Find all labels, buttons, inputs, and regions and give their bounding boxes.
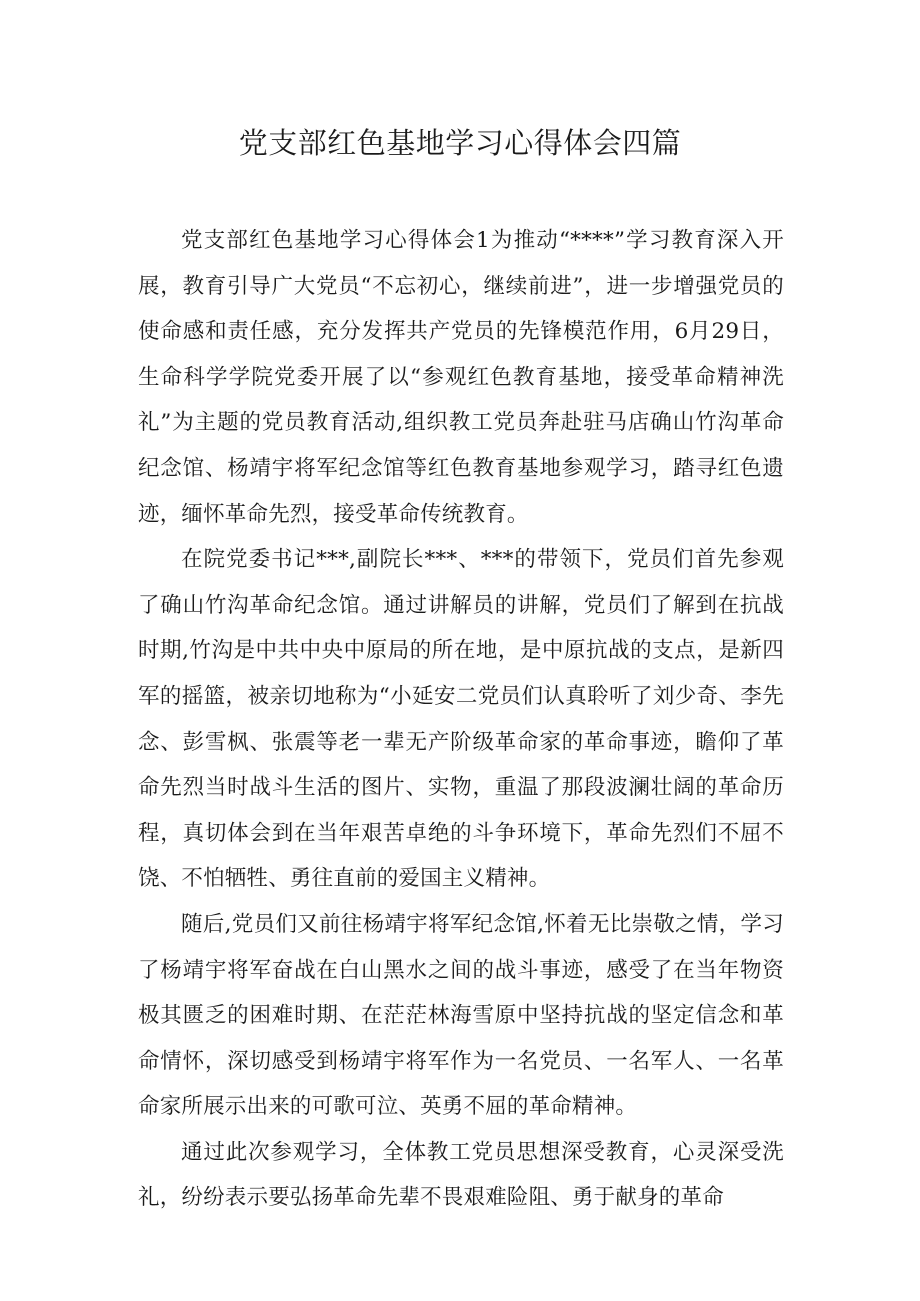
paragraph-2: 在院党委书记***,副院长***、***的带领下，党员们首先参观了确山竹沟革命纪念馆。通过讲解员的讲解，党员们了解到在抗战时期,竹沟是中共中央中原局的所在地，是中原抗战的支点，是新四军的摇篮，被亲切地称为“小延安二党员们认真聆听了刘少奇、李先念、彭雪枫、张震等老一辈无产阶级革命家的革命事迹，瞻仰了革命先烈当时战斗生活的图片、实物，重温了那段波澜壮阔的革命历程，真切体会到在当年艰苦卓绝的斗争环境下，革命先烈们不屈不饶、不怕牺牲、勇往直前的爱国主义精神。 (138, 547, 784, 892)
document-title: 党支部红色基地学习心得体会四篇 (238, 126, 682, 160)
paragraph-4: 通过此次参观学习，全体教工党员思想深受教育，心灵深受洗礼，纷纷表示要弘扬革命先辈不畏艰难险阻、勇于献身的革命 (138, 1139, 784, 1211)
paragraph-1: 党支部红色基地学习心得体会1为推动“****”学习教育深入开展，教育引导广大党员“不忘初心，继续前进”，进一步增强党员的使命感和责任感，充分发挥共产党员的先锋模范作用，6月29日，生命科学学院党委开展了以“参观红色教育基地，接受革命精神洗礼”为主题的党员教育活动,组织教工党员奔赴驻马店确山竹沟革命纪念馆、杨靖宇将军纪念馆等红色教育基地参观学习，踏寻红色遗迹，缅怀革命先烈，接受革命传统教育。 (138, 228, 784, 527)
document-body (138, 218, 784, 1221)
paragraph-3: 随后,党员们又前往杨靖宇将军纪念馆,怀着无比崇敬之情，学习了杨靖宇将军奋战在白山黑水之间的战斗事迹，感受了在当年物资极其匮乏的困难时期、在茫茫林海雪原中坚持抗战的坚定信念和革命情怀，深切感受到杨靖宇将军作为一名党员、一名军人、一名革命家所展示出来的可歌可泣、英勇不屈的革命精神。 (138, 911, 784, 1120)
